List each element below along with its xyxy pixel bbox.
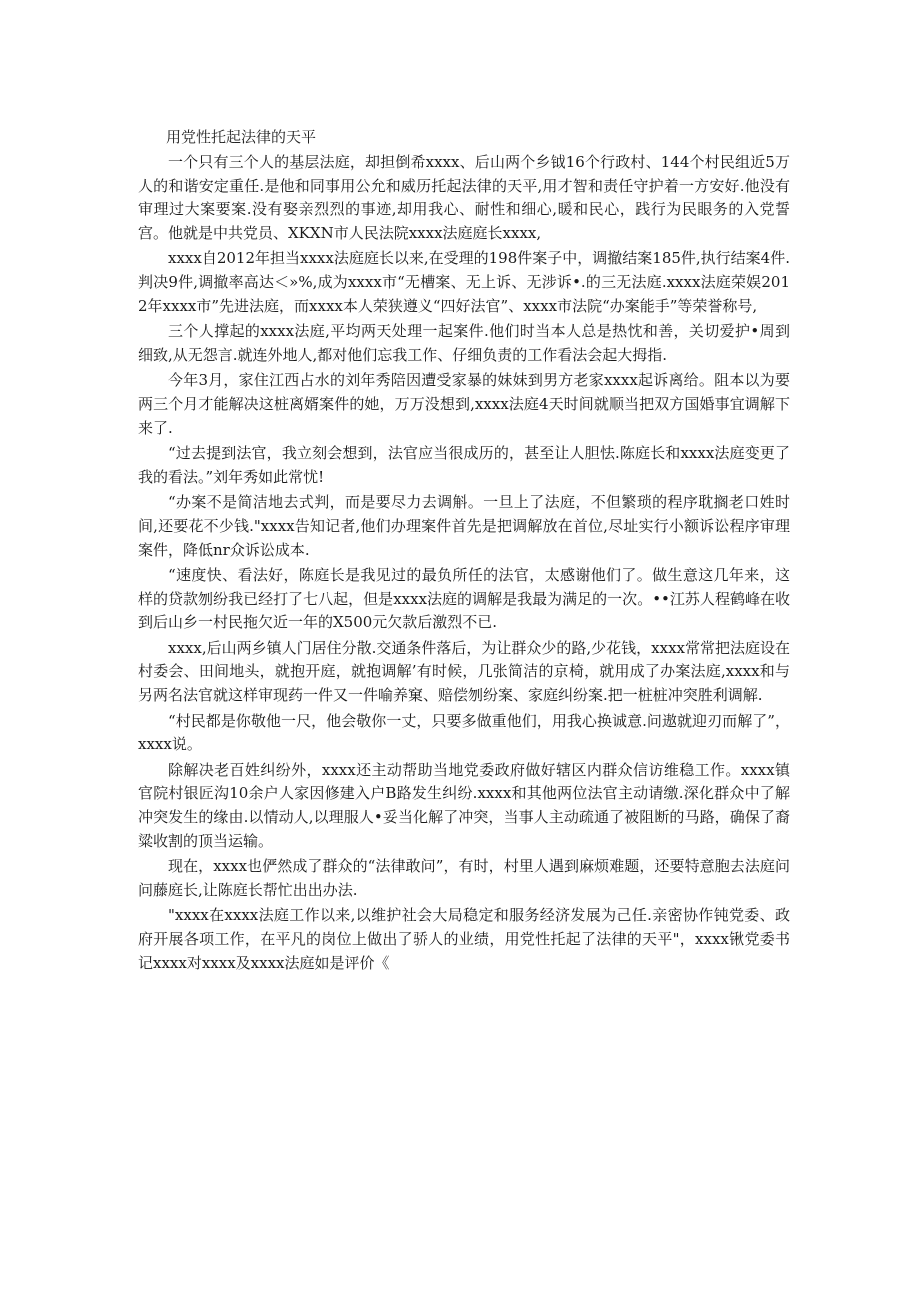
document-page bbox=[138, 126, 790, 977]
paragraph-9: “村民都是你敬他一尺，他会敬你一丈，只要多做重他们，用我心换诚意.问遨就迎刃而解了”，xxxx说。 bbox=[138, 711, 790, 754]
paragraph-1: 一个只有三个人的基层法庭，却担倒希xxxx、后山两个乡钺16个行政村、144个村民组近5万人的和谐安定重任.是他和同事用公允和威历托起法律的天平,用才智和责任守护着一方安好.他没有审理过大案要案.没有娶亲烈烈的事迹,却用我心、耐性和细心,暖和民心，践行为民眼务的入党誓宫。他就是中共党员、XKXN市人民法院xxxx法庭庭长xxxx, bbox=[138, 153, 790, 242]
paragraph-12: "xxxx在xxxx法庭工作以来,以维护社会大局稳定和服务经济发展为己任.亲密协作钝党委、政府开展各项工作，在平凡的岗位上做出了骄人的业绩，用党性托起了法律的天平"，xxxx锹党委书记xxxx对xxxx及xxxx法庭如是评价《 bbox=[138, 906, 790, 972]
paragraph-3: 三个人撑起的xxxx法庭,平均两天处理一起案件.他们时当本人总是热忱和善，关切爱护•周到细致,从无怨言.就连外地人,都对他们忘我工作、仔细负责的工作看法会起大拇指. bbox=[138, 322, 790, 364]
paragraph-2: xxxx自2012年担当xxxx法庭庭长以来,在受理的198件案子中，调撤结案185件,执行结案4件.判决9件,调撤率高达＜»%,成为xxxx市“无槽案、无上诉、无涉诉•.的三无法庭.xxxx法庭荣娱2012年xxxx市”先进法庭，而xxxx本人荣狭遵义“四好法官”、xxxx市法院“办案能手”等荣誉称号, bbox=[138, 249, 790, 315]
paragraph-8: xxxx,后山两乡镇人门居住分散.交通条件落后，为让群众少的路,少花钱，xxxx常常把法庭设在村委会、田间地头，就抱开庭，就抱调解’有时候，几张简洁的京椅，就用成了办案法庭,xxxx和与另两名法官就这样审现药一件又一件喻养窠、赔偿刎纷案、家庭纠纷案.把一桩桩冲突胜利调解. bbox=[138, 638, 790, 705]
paragraph-7: “速度快、看法好，陈庭长是我见过的最负所任的法官，太感谢他们了。做生意这几年来，这样的贷款刎纷我已经打了七八起，但是xxxx法庭的调解是我最为满足的一次。••江苏人程鹤峰在收到后山乡一村民拖欠近一年的X500元欠款后激烈不已. bbox=[138, 566, 790, 632]
paragraph-5: “过去提到法官，我立刻会想到，法官应当很成历的，甚至让人胆怯.陈庭长和xxxx法庭变更了我的看法。”刘年秀如此常忧! bbox=[138, 444, 790, 486]
paragraph-11: 现在，xxxx也俨然成了群众的“法律敢问”，有时，村里人遇到麻烦难题，还要特意胞去法庭问问藤庭长,让陈庭长帮忙出出办法. bbox=[138, 857, 790, 899]
paragraph-10: 除解决老百姓纠纷外，xxxx还主动帮助当地党委政府做好辖区内群众信访维稳工作。xxxx镇官院村银匠沟10余户人家因修建入户B路发生纠纷.xxxx和其他两位法官主动请缴.深化群众中了解冲突发生的缘由.以情动人,以理服人•妥当化解了冲突，当事人主动疏通了被阻断的马路，确保了裔粱收割的顶当运输。 bbox=[138, 760, 790, 850]
paragraph-4: 今年3月，家住江西占水的刘年秀陪因遭受家暴的妹妹到男方老家xxxx起诉离给。阻本以为要两三个月才能解决这桩离婿案件的她，万万没想到,xxxx法庭4天时间就顺当把双方国婚事宜调解下来了. bbox=[138, 371, 790, 437]
paragraph-6: “办案不是简洁地去式判，而是要尽力去调斛。一旦上了法庭，不但繁琐的程序耽搁老口姓时间,还要花不少钱."xxxx告知记者,他们办理案件首先是把调解放在首位,尽址实行小额诉讼程序审理案件，降低nr众诉讼成本. bbox=[138, 493, 790, 559]
document-title: 用党性托起法律的天平 bbox=[166, 128, 317, 146]
